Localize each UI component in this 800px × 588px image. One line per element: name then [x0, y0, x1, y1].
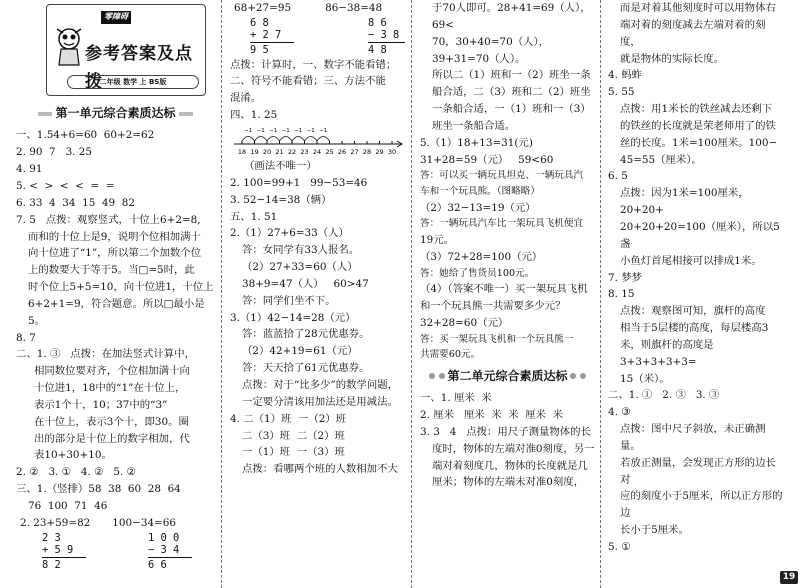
answer-line: 32+28=60（元）: [420, 316, 509, 329]
number-line-jump: [280, 137, 293, 142]
number-line-tick-label: 18: [237, 148, 247, 157]
column-separator: [221, 0, 222, 588]
page-number: 19: [780, 571, 798, 584]
number-line-tick-label: 29: [375, 148, 384, 157]
column-4: [608, 0, 784, 588]
answer-line: 6. 5: [608, 170, 628, 183]
section-title-text: 第一单元综合素质达标: [55, 106, 176, 120]
answer-line: 相同数位要对齐，个位相加满十向: [34, 365, 190, 378]
answer-line: （画法不唯一）: [244, 160, 317, 173]
decorative-bar: [179, 112, 193, 116]
calc-result: 9 5: [250, 44, 269, 57]
answer-line: 6+2+1=9，符合题意。所以□最小是5。: [28, 297, 205, 327]
answer-line: 答：天天拾了61元优惠券。: [242, 362, 370, 375]
answer-line: 2. 100=99+1 99−53=46: [230, 176, 368, 189]
answer-line: 答：她给了售货员100元。: [420, 267, 535, 279]
vertical-calc: [20, 532, 86, 572]
answer-line: 一定要分清该用加法还是用减法。: [242, 395, 398, 408]
answer-line: 表10+30+10。: [34, 449, 112, 462]
answer-line: 出的部分是十位上的数字相加，代: [34, 432, 190, 445]
answer-line: 厘米；物体的左端未对准0刻度，: [432, 476, 585, 489]
answer-line: 19元。: [420, 233, 455, 246]
answer-line: 点拨：对于“比多少”的数学问题，: [242, 378, 399, 391]
calc-operand: 2 3: [42, 531, 61, 544]
answer-line: 答：同学们坐不下。: [242, 294, 336, 307]
answer-line: 二、符号不能看错；三、方法不能: [230, 75, 386, 88]
calc-operand: 8 6: [368, 16, 387, 29]
answer-line: 丝的长度。1米=100厘米。100−: [620, 136, 778, 149]
answer-line: 答：买一架玩具飞机和一个玩具熊一: [420, 333, 574, 345]
calc-operand: − 3 8: [368, 29, 400, 42]
answer-line: 长小于5厘米。: [620, 524, 689, 537]
answer-line: 一、1.54+6=60 60+2=62: [16, 129, 155, 142]
vertical-calc: [108, 532, 192, 572]
number-line-jump-label: −1: [269, 128, 278, 135]
calc-heading-row: [16, 515, 215, 532]
number-line-jump-label: −1: [306, 128, 315, 135]
answer-line: 和一个玩具熊一共需要多少元？: [420, 299, 566, 312]
number-line-tick-label: 19: [250, 148, 259, 157]
answer-line: 31+28=59（元） 59<60: [420, 153, 554, 166]
answer-line: 答：可以买一辆玩具坦克、一辆玩具汽: [420, 170, 584, 182]
answer-line: 4. 二（1）班 一（2）班: [230, 412, 347, 425]
answer-line: 二（3）班 二（2）班: [242, 429, 345, 442]
answer-line: 70，30+40=70（人），39+31=70（人）。: [432, 35, 550, 65]
answer-line: 7. 梦梦: [608, 271, 642, 284]
number-line-tick-label: 27: [350, 148, 359, 157]
answer-line: 五、1. 51: [230, 210, 278, 223]
answer-line: 所以二（1）班和一（2）班坐一条: [432, 69, 591, 82]
answer-line: 8. 7: [16, 331, 36, 344]
column-separator: [411, 0, 412, 588]
mascot-icon: [51, 25, 87, 69]
answer-line: 点拨：观察图可知，旗杆的高度: [620, 305, 766, 318]
calc-rule: [368, 42, 405, 43]
header-title: 参考答案及点拨: [85, 44, 193, 92]
number-line: [230, 124, 405, 158]
answer-line: 的铁丝的长度就是荣老师用了的铁: [620, 119, 776, 132]
number-line-jump-label: −1: [294, 128, 303, 135]
answer-line: 小鱼灯首尾相接可以排成1米。: [620, 254, 762, 267]
calc-result: 4 8: [368, 44, 387, 57]
number-line-jump: [255, 137, 268, 142]
calc-operand: − 3 4: [148, 543, 180, 556]
answer-line: 表示1个十，10；37中的“3”: [34, 398, 168, 411]
vertical-calc-row: [230, 17, 405, 57]
answer-line: 3. 52−14=38（辆）: [230, 193, 332, 206]
answer-line: 上的数要大于等于5。当□=5时，此: [28, 264, 195, 277]
calc-rule: [148, 557, 192, 558]
answer-line: 点拨：用1米长的铁丝减去还剩下: [620, 103, 773, 116]
answer-line: 三、1.（竖排）58 38 60 28 64: [16, 483, 181, 496]
answer-line: 7. 5 点拨：观察竖式，十位上6+2=8,: [16, 213, 201, 226]
decorative-dot: [429, 373, 435, 379]
answer-line: 8. 15: [608, 288, 635, 301]
brand-label: 零障碍: [101, 11, 131, 24]
answer-line: 于70人即可。28+41=69（人），69<: [432, 2, 591, 31]
number-line-jump: [242, 137, 255, 142]
answer-line: 5. 55: [608, 86, 635, 99]
answer-key-header: [16, 0, 215, 100]
calc-result: 8 2: [42, 559, 61, 572]
answer-line: 端对着刻度几，物体的长度就是几: [432, 459, 588, 472]
number-line-jump-label: −1: [244, 128, 253, 135]
number-line-tick-label: 24: [312, 148, 322, 157]
logo-box: [46, 4, 206, 96]
answer-line: 时个位上5+5=10，向十位进1，十位上: [28, 281, 214, 294]
answer-line: 点拨：计算时，一、数字不能看错；: [230, 58, 397, 71]
number-line-tick-label: 28: [362, 148, 372, 157]
answer-line: 点拨：因为1米=100厘米，20+20+: [620, 187, 749, 217]
answer-line: 车和一个玩具熊。（图略略）: [420, 185, 540, 197]
answer-line: 2. 90 7 3. 25: [16, 146, 93, 159]
number-line-jump-label: −1: [281, 128, 290, 135]
answer-line: 度时，物体的左端对准0刻度，另一: [432, 442, 595, 455]
calc-operand: 1 0 0: [148, 531, 180, 544]
answer-line: 应的刻度小于5厘米，所以正方形的边: [620, 490, 783, 520]
number-line-jump-label: −1: [256, 128, 265, 135]
column-1: [16, 0, 215, 588]
answer-line: 68+27=95: [234, 2, 292, 14]
calc-operand: + 2 7: [250, 29, 282, 42]
answer-line: 混淆。: [230, 92, 262, 105]
calc-operand: + 5 9: [42, 543, 74, 556]
answer-line: （2）27+33=60（人）: [242, 261, 358, 274]
answer-line: 4. 91: [16, 163, 43, 176]
answer-line: 四、1. 25: [230, 109, 278, 122]
number-line-jump: [317, 137, 330, 142]
number-line-diagram: [230, 124, 405, 158]
answer-line: 15（米）。: [620, 372, 670, 385]
calc-rule: [42, 557, 86, 558]
column-3: [420, 0, 595, 588]
answer-line: 5.（1）18+13=31(元): [420, 136, 533, 149]
number-line-jump: [305, 137, 318, 142]
answer-line: 点拨：看哪两个班的人数相加不大: [242, 463, 398, 476]
answer-line: （4）（答案不唯一）买一架玩具飞机: [420, 283, 588, 296]
answer-line: 米，则旗杆的高度是3+3+3+3+3=: [620, 338, 714, 368]
calc-result: 6 6: [148, 559, 167, 572]
answer-line: 答：蓝蓝拾了28元优惠券。: [242, 328, 370, 341]
number-line-tick-label: 30: [387, 148, 397, 157]
answer-line: 4. ③: [608, 406, 631, 419]
answer-line: 二、1. ① 2. ③ 3. ③: [608, 389, 720, 402]
answer-line: 船合适，二（3）班和二（2）班坐: [432, 86, 591, 99]
answer-line: 一、1. 厘米 米: [420, 392, 492, 405]
answer-line: 5. < > < < = =: [16, 179, 115, 192]
answer-line: （3）72+28=100（元）: [420, 250, 543, 263]
answer-line: 6. 33 4 34 15 49 82: [16, 196, 135, 209]
answer-line: 3. 3 4 点拨：用尺子测量物体的长: [420, 425, 591, 438]
answer-line: 76 100 71 46: [28, 500, 108, 512]
number-line-jump-label: −1: [319, 128, 328, 135]
answer-line: 向十位进了“1”，所以第二个加数个位: [28, 247, 202, 260]
answer-line: 5. ①: [608, 541, 631, 553]
calc-rule: [250, 42, 294, 43]
answer-line: 2. 23+59=82: [20, 516, 91, 529]
answer-line: 十位进1，18中的“1”在十位上，: [34, 382, 186, 395]
number-line-tick-label: 23: [300, 148, 309, 157]
answer-line: 86−38=48: [325, 2, 383, 14]
column-separator: [600, 0, 601, 588]
answer-line: 共需要60元。: [420, 349, 481, 361]
answer-line: 在十位上，表示3个十，即30。圈: [34, 415, 189, 428]
column-2: [230, 0, 405, 588]
answer-line: 而是对着其他刻度时可以用物体右: [620, 2, 776, 14]
answer-line: 2. ② 3. ① 4. ② 5. ②: [16, 466, 136, 479]
number-line-tick-label: 22: [287, 148, 297, 157]
decorative-dot: [570, 373, 576, 379]
answer-line: 2. 厘米 厘米 米 米 厘米 米: [420, 408, 564, 421]
answer-line: 4. 蚂蚱: [608, 69, 642, 82]
number-line-jump: [292, 137, 305, 142]
grade-label: 二年级 数学 上 BS版: [67, 75, 199, 89]
section-title-unit-1: [16, 104, 215, 123]
answer-line: 20+20+20=100（厘米），所以5盏: [620, 220, 780, 250]
answer-line: 端对着的刻度减去左端对着的刻度，: [620, 18, 766, 48]
answer-line: 38+9=47（人） 60>47: [242, 277, 369, 290]
vertical-calc: [316, 17, 405, 57]
answer-line: 相当于5层楼的高度，每层楼高3: [620, 322, 769, 335]
answer-line: 二、1. ③ 点拨：在加法竖式计算中，: [16, 348, 195, 361]
answer-line: 100−34=66: [112, 516, 176, 529]
decorative-dot: [439, 373, 445, 379]
answer-line: 若放正测量，会发现正方形的边长对: [620, 456, 776, 486]
answer-line: （2）42+19=61（元）: [242, 345, 358, 358]
decorative-dot: [580, 373, 586, 379]
number-line-tick-label: 20: [262, 148, 272, 157]
answer-line: 一条船合适，一（1）班和一（3）: [432, 103, 591, 116]
answer-line: 班坐一条船合适。: [432, 119, 516, 132]
number-line-tick-label: 25: [325, 148, 334, 157]
vertical-calc: [234, 17, 294, 57]
answer-line: 答：女同学有33人报名。: [242, 244, 360, 257]
answer-line: （2）32−13=19（元）: [420, 201, 536, 214]
answer-line: 一（1）班 一（3）班: [242, 446, 345, 459]
answer-line: 点拨：图中尺子斜放，未正确测量。: [620, 423, 766, 452]
vertical-calc-row: [16, 532, 215, 572]
answer-line: 45=55（厘米）。: [620, 153, 702, 166]
number-line-tick-label: 21: [275, 148, 284, 157]
calc-heading-row: [230, 0, 405, 17]
number-line-jump: [267, 137, 280, 142]
answer-line: 就是物体的实际长度。: [620, 52, 724, 65]
decorative-bar: [38, 112, 52, 116]
number-line-tick-label: 26: [337, 148, 347, 157]
answer-line: 3.（1）42−14=28（元）: [230, 311, 356, 324]
answer-line: 而和的十位上是9，说明个位相加满十: [28, 230, 201, 243]
answer-line: 2.（1）27+6=33（人）: [230, 227, 349, 240]
calc-operand: 6 8: [250, 16, 269, 29]
section-title-text: 第二单元综合素质达标: [447, 368, 568, 383]
answer-line: 答：一辆玩具汽车比一架玩具飞机便宜: [420, 218, 584, 230]
section-title-unit-2: [420, 367, 595, 386]
